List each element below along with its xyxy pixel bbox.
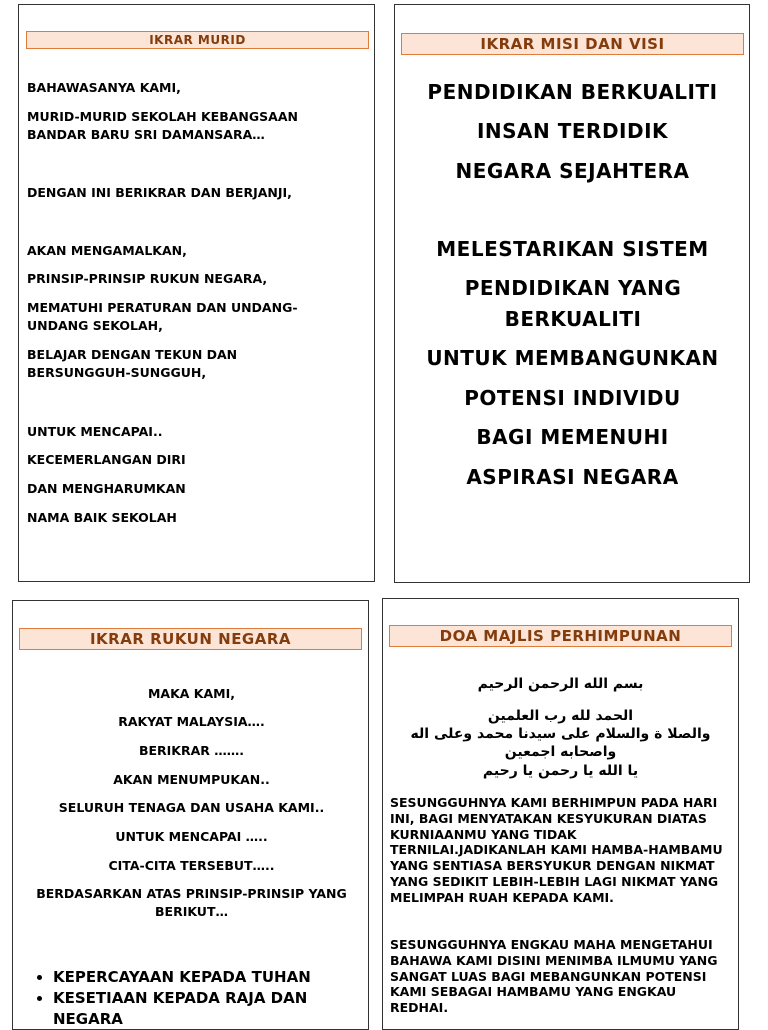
text-line: AKAN MENUMPUKAN.. bbox=[113, 772, 270, 787]
ikrar-misi-visi-title: IKRAR MISI DAN VISI bbox=[401, 33, 744, 55]
text-line: SELURUH TENAGA DAN USAHA KAMI.. bbox=[58, 800, 325, 815]
text-line: MAKA KAMI, bbox=[147, 686, 236, 701]
text-line: BAGI MEMENUHI bbox=[476, 425, 669, 449]
text-line: ASPIRASI NEGARA bbox=[466, 465, 679, 489]
text-line: BERIKRAR ……. bbox=[138, 743, 245, 758]
ikrar-rukun-negara-card bbox=[12, 600, 369, 1030]
text-line: DAN MENGHARUMKAN bbox=[27, 481, 186, 496]
rukun-negara-bullet-list bbox=[31, 967, 373, 1030]
arabic-line: والصلا ة والسلام على سيدنا محمد وعلى اله واصحابه اجمعين bbox=[410, 726, 711, 760]
arabic-line: بسم الله الرحمن الرحيم bbox=[477, 676, 644, 692]
doa-paragraph-1: SESUNGGUHNYA KAMI BERHIMPUN PADA HARI INI, BAGI MENYATAKAN KESYUKURAN DIATAS KURNIAANMU YANG TIDAK TERNILAI.JADIKANLAH KAMI HAMBA-HAMBAMU YANG SENTIASA BERSYUKUR DENGAN NIKMAT YANG SEDIKIT LEBIH-LEBIH LAGI NIKMAT YANG MELIMPAH RUAH KEPADA KAMI. bbox=[390, 795, 723, 905]
ikrar-misi-visi-card bbox=[394, 4, 750, 583]
text-line: BAHAWASANYA KAMI, bbox=[27, 80, 181, 95]
text-line: POTENSI INDIVIDU bbox=[464, 386, 681, 410]
text-line: NEGARA SEJAHTERA bbox=[455, 159, 690, 183]
text-line: KECEMERLANGAN DIRI bbox=[27, 452, 186, 467]
text-line: MEMATUHI PERATURAN DAN UNDANG-UNDANG SEKOLAH, bbox=[27, 300, 298, 333]
text-line: MELESTARIKAN SISTEM bbox=[436, 237, 709, 261]
text-line: PENDIDIKAN YANG BERKUALITI bbox=[464, 276, 682, 331]
text-line: RAKYAT MALAYSIA…. bbox=[118, 714, 265, 729]
text-line: UNTUK MENCAPAI.. bbox=[27, 424, 163, 439]
doa-majlis-title: DOA MAJLIS PERHIMPUNAN bbox=[389, 625, 732, 647]
text-line: DENGAN INI BERIKRAR DAN BERJANJI, bbox=[27, 185, 292, 200]
text-line: PRINSIP-PRINSIP RUKUN NEGARA, bbox=[27, 271, 268, 286]
text-line: AKAN MENGAMALKAN, bbox=[27, 243, 187, 258]
ikrar-murid-title: IKRAR MURID bbox=[26, 31, 369, 49]
text-line: BELAJAR DENGAN TEKUN DAN BERSUNGGUH-SUNGGUH, bbox=[27, 347, 238, 380]
bullet-item: • KESETIAAN KEPADA RAJA DAN NEGARA bbox=[53, 988, 373, 1030]
text-line: UNTUK MEMBANGUNKAN bbox=[426, 346, 719, 370]
text-line: BERDASARKAN ATAS PRINSIP-PRINSIP YANG BERIKUT… bbox=[36, 886, 347, 919]
text-line: MURID-MURID SEKOLAH KEBANGSAAN BANDAR BARU SRI DAMANSARA… bbox=[27, 109, 298, 142]
text-line: CITA-CITA TERSEBUT….. bbox=[108, 858, 275, 873]
doa-majlis-card bbox=[382, 598, 739, 1030]
arabic-line: يا الله يا رحمن يا رحيم bbox=[482, 763, 639, 779]
text-line: INSAN TERDIDIK bbox=[476, 119, 669, 143]
doa-paragraph-2: SESUNGGUHNYA ENGKAU MAHA MENGETAHUI BAHAWA KAMI DISINI MENIMBA ILMUMU YANG SANGAT LUAS BAGI MEBANGUNKAN POTENSI KAMI SEBAGAI HAMBAMU YANG ENGKAU REDHAI. bbox=[390, 937, 718, 1016]
text-line: PENDIDIKAN BERKUALITI bbox=[427, 80, 718, 104]
ikrar-murid-card bbox=[18, 4, 375, 582]
text-line: UNTUK MENCAPAI ….. bbox=[115, 829, 268, 844]
text-line: NAMA BAIK SEKOLAH bbox=[27, 510, 177, 525]
arabic-line: الحمد لله رب العلمين bbox=[487, 708, 634, 724]
ikrar-rukun-negara-title: IKRAR RUKUN NEGARA bbox=[19, 628, 362, 650]
bullet-item: • KEPERCAYAAN KEPADA TUHAN bbox=[53, 967, 373, 988]
